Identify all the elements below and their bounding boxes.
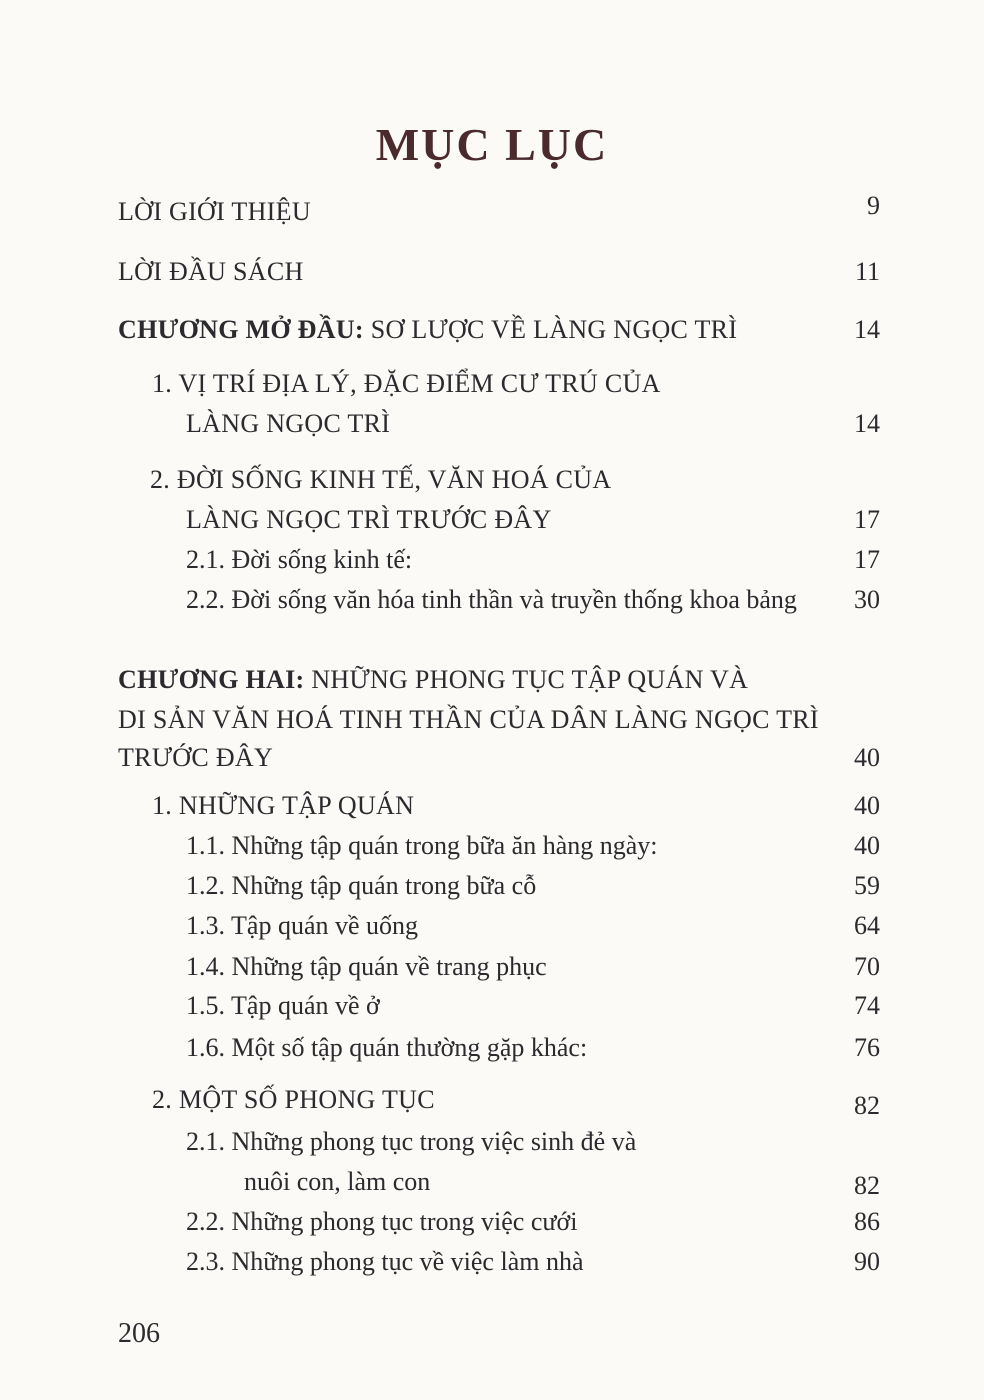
toc-entry-page: 90	[854, 1247, 880, 1276]
toc-entry-page: 9	[867, 191, 880, 220]
toc-entry-label: 2. MỘT SỐ PHONG TỤC	[152, 1085, 435, 1114]
toc-entry-page: 40	[854, 791, 880, 820]
toc-entry-label: 2.1. Những phong tục trong việc sinh đẻ và	[186, 1127, 637, 1156]
page-title: MỤC LỤC	[375, 119, 609, 170]
toc-entry-page: 17	[854, 545, 880, 574]
toc-entry-label: 1. NHỮNG TẬP QUÁN	[152, 791, 415, 820]
toc-entry-label: 1.4. Những tập quán về trang phục	[186, 952, 547, 981]
toc-entry-label: 2.3. Những phong tục về việc làm nhà	[186, 1247, 584, 1276]
toc-entry-label: 2.2. Đời sống văn hóa tinh thần và truyền thống khoa bảng	[186, 585, 797, 614]
toc-entry-label-cont: nuôi con, làm con	[244, 1167, 431, 1196]
toc-entry-page: 30	[854, 585, 880, 614]
toc-entry-label: 1.2. Những tập quán trong bữa cỗ	[186, 871, 537, 900]
toc-chapter-label: CHƯƠNG MỞ ĐẦU:	[118, 315, 364, 344]
toc-entry-page: 14	[854, 315, 880, 344]
toc-entry-label: SƠ LƯỢC VỀ LÀNG NGỌC TRÌ	[370, 315, 738, 344]
toc-entry-label-cont: TRƯỚC ĐÂY	[118, 743, 274, 772]
toc-entry-label: LỜI GIỚI THIỆU	[118, 197, 311, 226]
toc-entry-page: 82	[854, 1171, 880, 1200]
toc-entry-label: 1.6. Một số tập quán thường gặp khác:	[186, 1033, 588, 1062]
toc-entry-label-cont: LÀNG NGỌC TRÌ TRƯỚC ĐÂY	[186, 505, 552, 534]
toc-entry-page: 17	[854, 505, 880, 534]
toc-entry-page: 74	[854, 991, 880, 1020]
toc-entry-page: 40	[854, 743, 880, 772]
toc-entry-page: 11	[854, 257, 880, 286]
toc-entry-label-cont: DI SẢN VĂN HOÁ TINH THẦN CỦA DÂN LÀNG NGỌC TRÌ	[118, 705, 819, 734]
toc-entry-page: 82	[854, 1091, 880, 1120]
toc-entry-page: 70	[854, 952, 880, 981]
toc-entry-page: 64	[854, 911, 880, 940]
toc-entry-label: 1. VỊ TRÍ ĐỊA LÝ, ĐẶC ĐIỂM CƯ TRÚ CỦA	[152, 369, 661, 398]
toc-chapter-label: CHƯƠNG HAI:	[118, 665, 305, 694]
toc-entry-page: 76	[854, 1033, 880, 1062]
toc-entry-label: 1.1. Những tập quán trong bữa ăn hàng ngày:	[186, 831, 658, 860]
toc-entry-label: 1.5. Tập quán về ở	[186, 991, 380, 1020]
toc-entry-label: LỜI ĐẦU SÁCH	[118, 257, 304, 286]
toc-entry-label: 2.1. Đời sống kinh tế:	[186, 545, 413, 574]
toc-entry-page: 40	[854, 831, 880, 860]
toc-entry-page: 86	[854, 1207, 880, 1236]
toc-entry-page: 14	[854, 409, 880, 438]
toc-entry-label: NHỮNG PHONG TỤC TẬP QUÁN VÀ	[311, 665, 749, 694]
toc-entry-page: 59	[854, 871, 880, 900]
toc-entry-label: 2.2. Những phong tục trong việc cưới	[186, 1207, 578, 1236]
toc-entry-label-cont: LÀNG NGỌC TRÌ	[186, 409, 391, 438]
page-number: 206	[118, 1318, 160, 1349]
toc-entry-label: 2. ĐỜI SỐNG KINH TẾ, VĂN HOÁ CỦA	[150, 465, 612, 494]
toc-entry-label: 1.3. Tập quán về uống	[186, 911, 419, 940]
